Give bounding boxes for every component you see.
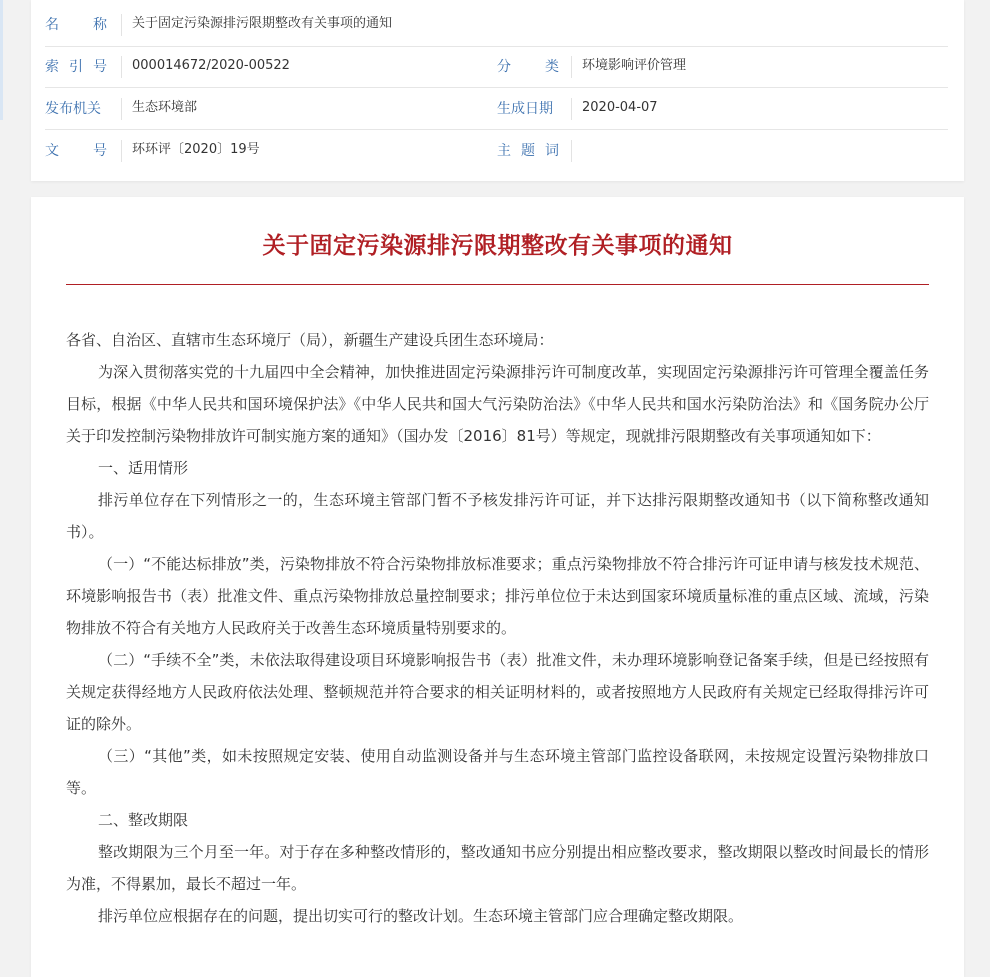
divider <box>571 140 572 162</box>
index-label-char-3: 号 <box>93 59 107 75</box>
body-paragraph: 排污单位应根据存在的问题，提出切实可行的整改计划。生态环境主管部门应合理确定整改期限。 <box>98 907 744 925</box>
docno-label <box>45 130 107 172</box>
category-label <box>497 46 559 88</box>
body-paragraph: 各省、自治区、直辖市生态环境厅（局），新疆生产建设兵团生态环境局： <box>66 331 554 349</box>
left-edge-accent <box>0 0 3 120</box>
divider <box>121 98 122 120</box>
metadata-row-index <box>45 46 948 88</box>
docno-label-char-1: 文 <box>45 143 59 159</box>
index-value: 000014672/2020-00522 <box>132 58 290 73</box>
document-title: 关于固定污染源排污限期整改有关事项的通知 <box>262 233 733 259</box>
body-paragraph: 一、适用情形 <box>98 459 189 477</box>
index-label-char-1: 索 <box>45 59 59 75</box>
keywords-label-char-2: 题 <box>521 143 535 159</box>
body-paragraph: 整改期限为三个月至一年。对于存在多种整改情形的，整改通知书应分别提出相应整改要求，整改期限以整改时间最长的情形为准，不得累加，最长不超过一年。 <box>66 843 929 893</box>
category-label-char-1: 分 <box>497 59 511 75</box>
divider <box>571 98 572 120</box>
metadata-row-docno <box>45 130 948 172</box>
name-value: 关于固定污染源排污限期整改有关事项的通知 <box>132 16 393 31</box>
body-paragraph: （一）“不能达标排放”类，污染物排放不符合污染物排放标准要求；重点污染物排放不符合排污许可证申请与核发技术规范、环境影响报告书（表）批准文件、重点污染物排放总量控制要求；排污单位位于未达到国家环境质量标准的重点区域、流域，污染物排放不符合有关地方人民政府关于改善生态环境质量特别要求的。 <box>66 555 929 637</box>
issuer-label: 发布机关 <box>45 101 101 117</box>
category-value: 环境影响评价管理 <box>582 58 687 73</box>
docno-label-char-2: 号 <box>93 143 107 159</box>
title-divider <box>66 284 929 285</box>
metadata-row-name <box>45 4 948 47</box>
document-metadata-panel <box>31 0 964 181</box>
date-label: 生成日期 <box>497 101 553 117</box>
divider <box>121 14 122 36</box>
body-paragraph: （二）“手续不全”类，未依法取得建设项目环境影响报告书（表）批准文件，未办理环境影响登记备案手续，但是已经按照有关规定获得经地方人民政府依法处理、整顿规范并符合要求的相关证明材料的，或者按照地方人民政府有关规定已经取得排污许可证的除外。 <box>66 651 929 733</box>
name-label <box>45 4 107 46</box>
name-label-char-2: 称 <box>93 17 107 33</box>
body-paragraph: 排污单位存在下列情形之一的，生态环境主管部门暂不予核发排污许可证，并下达排污限期整改通知书（以下简称整改通知书）。 <box>66 491 929 541</box>
body-paragraph: 为深入贯彻落实党的十九届四中全会精神，加快推进固定污染源排污许可制度改革，实现固定污染源排污许可管理全覆盖任务目标，根据《中华人民共和国环境保护法》《中华人民共和国大气污染防治法》《中华人民共和国水污染防治法》和《国务院办公厅关于印发控制污染物排放许可制实施方案的通知》（国办发〔2016〕81号）等规定，现就排污限期整改有关事项通知如下： <box>66 363 929 445</box>
docno-value: 环环评〔2020〕19号 <box>132 142 260 157</box>
category-label-char-2: 类 <box>545 59 559 75</box>
metadata-row-issuer <box>45 88 948 130</box>
issuer-value: 生态环境部 <box>132 100 198 115</box>
body-paragraph: 二、整改期限 <box>98 811 189 829</box>
keywords-label <box>497 130 559 172</box>
date-value: 2020-04-07 <box>582 100 658 115</box>
document-content-panel <box>31 197 964 977</box>
index-label-char-2: 引 <box>69 59 83 75</box>
name-label-char-1: 名 <box>45 17 59 33</box>
divider <box>571 56 572 78</box>
divider <box>121 140 122 162</box>
keywords-label-char-1: 主 <box>497 143 511 159</box>
divider <box>121 56 122 78</box>
index-label <box>45 46 107 88</box>
keywords-label-char-3: 词 <box>545 143 559 159</box>
body-paragraph: （三）“其他”类，如未按照规定安装、使用自动监测设备并与生态环境主管部门监控设备联网，未按规定设置污染物排放口等。 <box>66 747 929 797</box>
document-body <box>66 324 929 932</box>
